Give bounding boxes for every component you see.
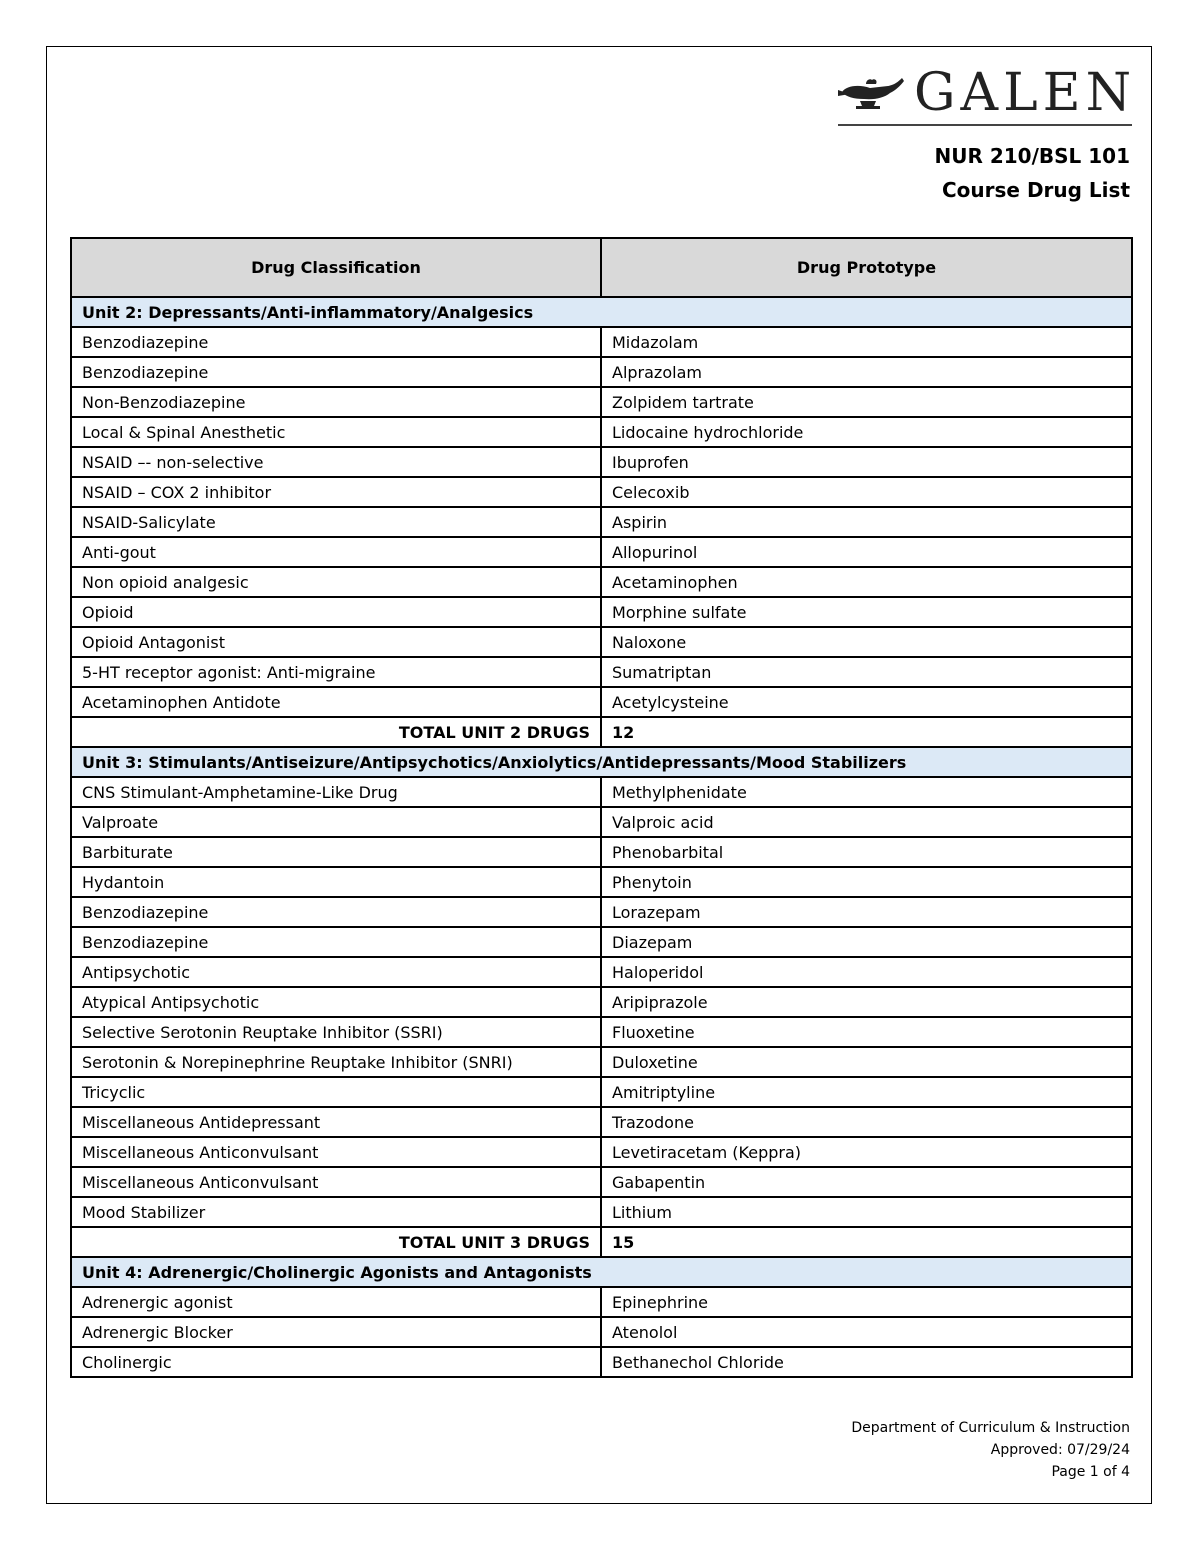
unit-heading: Unit 3: Stimulants/Antiseizure/Antipsychotics/Anxiolytics/Antidepressants/Mood Stabilizers — [71, 747, 1132, 777]
unit-total-label: TOTAL UNIT 3 DRUGS — [71, 1227, 601, 1257]
drug-prototype-cell: Zolpidem tartrate — [601, 387, 1132, 417]
drug-prototype-cell: Bethanechol Chloride — [601, 1347, 1132, 1377]
unit-heading: Unit 4: Adrenergic/Cholinergic Agonists and Antagonists — [71, 1257, 1132, 1287]
drug-prototype-cell: Amitriptyline — [601, 1077, 1132, 1107]
unit-total-label: TOTAL UNIT 2 DRUGS — [71, 717, 601, 747]
table-row — [71, 567, 1132, 597]
drug-classification-cell: 5-HT receptor agonist: Anti-migraine — [71, 657, 601, 687]
drug-prototype-cell: Phenobarbital — [601, 837, 1132, 867]
drug-classification-cell: NSAID – COX 2 inhibitor — [71, 477, 601, 507]
drug-classification-cell: Miscellaneous Anticonvulsant — [71, 1167, 601, 1197]
table-row — [71, 1287, 1132, 1317]
drug-classification-cell: Benzodiazepine — [71, 897, 601, 927]
drug-classification-cell: Anti-gout — [71, 537, 601, 567]
drug-prototype-cell: Morphine sulfate — [601, 597, 1132, 627]
table-row — [71, 597, 1132, 627]
drug-prototype-cell: Ibuprofen — [601, 447, 1132, 477]
drug-prototype-cell: Alprazolam — [601, 357, 1132, 387]
drug-prototype-cell: Haloperidol — [601, 957, 1132, 987]
drug-classification-cell: NSAID –- non-selective — [71, 447, 601, 477]
footer-department: Department of Curriculum & Instruction — [851, 1420, 1130, 1436]
table-row — [71, 417, 1132, 447]
logo-underline — [838, 124, 1132, 126]
table-row — [71, 327, 1132, 357]
oil-lamp-icon — [836, 72, 908, 112]
drug-classification-cell: CNS Stimulant-Amphetamine-Like Drug — [71, 777, 601, 807]
table-header-row — [71, 238, 1132, 297]
table-row — [71, 687, 1132, 717]
drug-classification-cell: Opioid Antagonist — [71, 627, 601, 657]
drug-classification-cell: Adrenergic agonist — [71, 1287, 601, 1317]
table-row — [71, 1137, 1132, 1167]
table-row — [71, 1167, 1132, 1197]
column-header-classification: Drug Classification — [71, 238, 601, 297]
drug-classification-cell: NSAID-Salicylate — [71, 507, 601, 537]
table-row — [71, 507, 1132, 537]
unit-heading-row — [71, 747, 1132, 777]
drug-prototype-cell: Atenolol — [601, 1317, 1132, 1347]
table-row — [71, 867, 1132, 897]
drug-prototype-cell: Aripiprazole — [601, 987, 1132, 1017]
drug-prototype-cell: Fluoxetine — [601, 1017, 1132, 1047]
table-row — [71, 837, 1132, 867]
drug-prototype-cell: Midazolam — [601, 327, 1132, 357]
course-code: NUR 210/BSL 101 — [934, 144, 1130, 168]
drug-prototype-cell: Acetylcysteine — [601, 687, 1132, 717]
drug-prototype-cell: Epinephrine — [601, 1287, 1132, 1317]
drug-prototype-cell: Valproic acid — [601, 807, 1132, 837]
unit-total-row — [71, 1227, 1132, 1257]
table-row — [71, 1347, 1132, 1377]
drug-classification-cell: Hydantoin — [71, 867, 601, 897]
drug-prototype-cell: Phenytoin — [601, 867, 1132, 897]
drug-classification-cell: Antipsychotic — [71, 957, 601, 987]
unit-total-row — [71, 717, 1132, 747]
table-row — [71, 987, 1132, 1017]
drug-classification-cell: Opioid — [71, 597, 601, 627]
table-row — [71, 1317, 1132, 1347]
table-row — [71, 537, 1132, 567]
drug-prototype-cell: Lidocaine hydrochloride — [601, 417, 1132, 447]
drug-prototype-cell: Trazodone — [601, 1107, 1132, 1137]
drug-classification-cell: Non opioid analgesic — [71, 567, 601, 597]
table-row — [71, 927, 1132, 957]
drug-classification-cell: Valproate — [71, 807, 601, 837]
table-row — [71, 1047, 1132, 1077]
drug-prototype-cell: Naloxone — [601, 627, 1132, 657]
column-header-prototype: Drug Prototype — [601, 238, 1132, 297]
drug-classification-cell: Acetaminophen Antidote — [71, 687, 601, 717]
drug-prototype-cell: Lithium — [601, 1197, 1132, 1227]
table-row — [71, 1077, 1132, 1107]
unit-total-value: 15 — [601, 1227, 1132, 1257]
drug-prototype-cell: Celecoxib — [601, 477, 1132, 507]
galen-logo — [836, 63, 1137, 128]
table-row — [71, 387, 1132, 417]
unit-heading: Unit 2: Depressants/Anti-inflammatory/Analgesics — [71, 297, 1132, 327]
table-row — [71, 657, 1132, 687]
table-row — [71, 1197, 1132, 1227]
table-body — [71, 297, 1132, 1377]
drug-prototype-cell: Lorazepam — [601, 897, 1132, 927]
drug-classification-cell: Miscellaneous Antidepressant — [71, 1107, 601, 1137]
footer-page-number: Page 1 of 4 — [1051, 1464, 1130, 1480]
drug-classification-cell: Adrenergic Blocker — [71, 1317, 601, 1347]
unit-heading-row — [71, 297, 1132, 327]
unit-total-value: 12 — [601, 717, 1132, 747]
table-row — [71, 627, 1132, 657]
drug-prototype-cell: Allopurinol — [601, 537, 1132, 567]
drug-prototype-cell: Acetaminophen — [601, 567, 1132, 597]
drug-classification-cell: Atypical Antipsychotic — [71, 987, 601, 1017]
drug-classification-cell: Mood Stabilizer — [71, 1197, 601, 1227]
document-title: Course Drug List — [942, 178, 1130, 202]
drug-classification-cell: Local & Spinal Anesthetic — [71, 417, 601, 447]
drug-prototype-cell: Duloxetine — [601, 1047, 1132, 1077]
table-row — [71, 1107, 1132, 1137]
table-row — [71, 447, 1132, 477]
drug-prototype-cell: Gabapentin — [601, 1167, 1132, 1197]
table-row — [71, 957, 1132, 987]
table-row — [71, 777, 1132, 807]
drug-prototype-cell: Aspirin — [601, 507, 1132, 537]
drug-classification-cell: Cholinergic — [71, 1347, 601, 1377]
drug-classification-cell: Serotonin & Norepinephrine Reuptake Inhibitor (SNRI) — [71, 1047, 601, 1077]
drug-classification-cell: Miscellaneous Anticonvulsant — [71, 1137, 601, 1167]
table-row — [71, 897, 1132, 927]
drug-classification-cell: Barbiturate — [71, 837, 601, 867]
table-row — [71, 807, 1132, 837]
drug-classification-cell: Benzodiazepine — [71, 927, 601, 957]
drug-prototype-cell: Levetiracetam (Keppra) — [601, 1137, 1132, 1167]
drug-prototype-cell: Diazepam — [601, 927, 1132, 957]
table-row — [71, 357, 1132, 387]
drug-classification-cell: Selective Serotonin Reuptake Inhibitor (SSRI) — [71, 1017, 601, 1047]
drug-prototype-cell: Methylphenidate — [601, 777, 1132, 807]
drug-classification-cell: Benzodiazepine — [71, 327, 601, 357]
logo-wordmark: GALEN — [914, 63, 1137, 123]
footer-approved-date: Approved: 07/29/24 — [990, 1442, 1130, 1458]
table-row — [71, 477, 1132, 507]
page-footer — [851, 1417, 1130, 1483]
drug-classification-cell: Non-Benzodiazepine — [71, 387, 601, 417]
drug-classification-cell: Tricyclic — [71, 1077, 601, 1107]
drug-table — [70, 237, 1133, 1378]
unit-heading-row — [71, 1257, 1132, 1287]
table-row — [71, 1017, 1132, 1047]
drug-prototype-cell: Sumatriptan — [601, 657, 1132, 687]
drug-classification-cell: Benzodiazepine — [71, 357, 601, 387]
